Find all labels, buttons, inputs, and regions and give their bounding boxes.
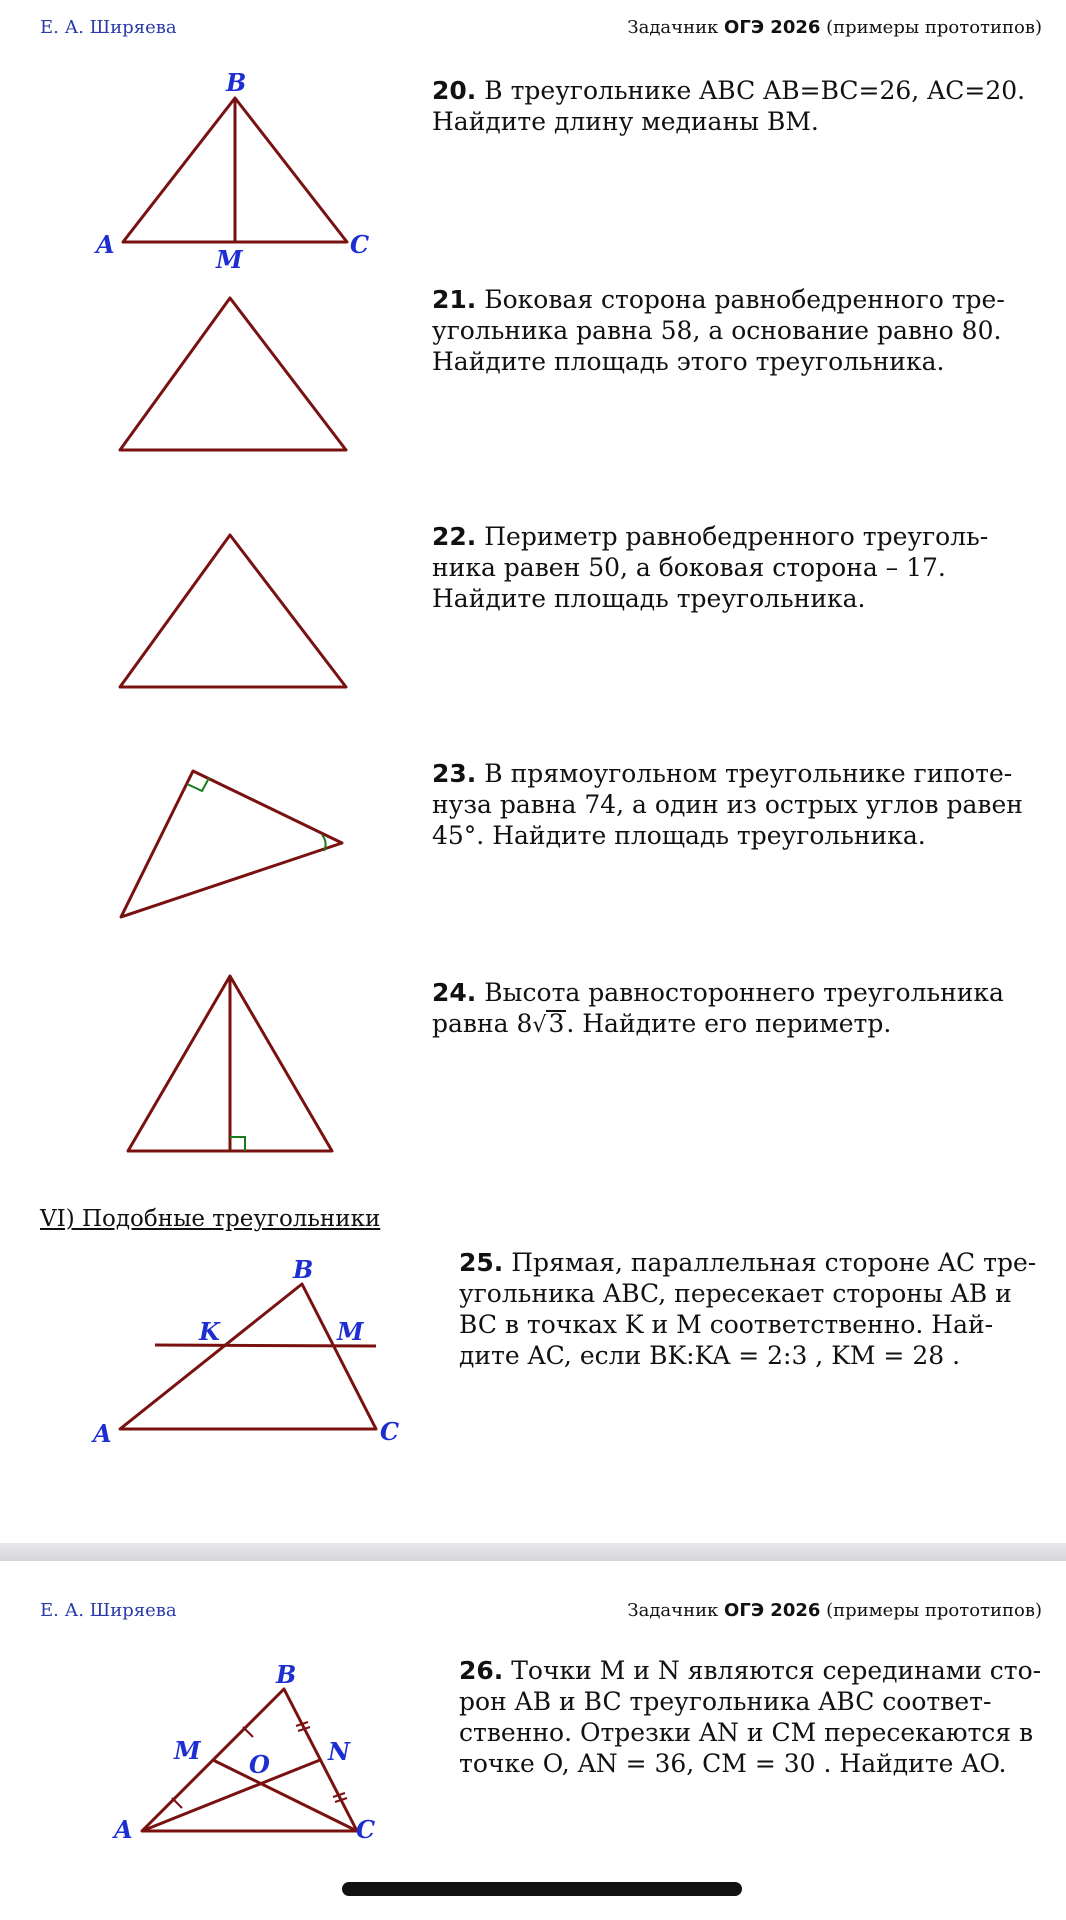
- label-B-fig25: B: [293, 1255, 314, 1284]
- figure-21-triangle: [120, 298, 346, 450]
- problem-26: 26. Точки M и N являются серединами сто- рон AB и BC треугольника ABC соответ- ственно. Отрезки AN и CM пересекаются в точке O, AN = 36, CM = 30 . Найдите AO.: [459, 1656, 1042, 1778]
- figure-22-triangle: [120, 535, 346, 687]
- page-separator: [0, 1543, 1066, 1561]
- problem-24: 24. Высота равностороннего треугольника равна 8√3. Найдите его периметр.: [432, 978, 1004, 1038]
- home-indicator[interactable]: [342, 1882, 742, 1896]
- label-O-fig26: O: [249, 1750, 270, 1779]
- problem-20: 20. В треугольнике ABC AB=BC=26, AC=20. Найдите длину медианы BM.: [432, 76, 1026, 136]
- figure-20-triangle: [123, 98, 347, 242]
- book-title-2: Задачник ОГЭ 2026 (примеры прототипов): [627, 1600, 1042, 1621]
- label-C-fig20: C: [350, 230, 370, 259]
- label-A-fig25: A: [93, 1419, 112, 1448]
- label-M-fig25: M: [337, 1317, 364, 1346]
- problem-21: 21. Боковая сторона равнобедренного тре- угольника равна 58, а основание равно 80. Найдите площадь этого треугольника.: [432, 285, 1005, 376]
- label-M-fig20: M: [216, 245, 243, 274]
- author-name-2: Е. А. Ширяева: [40, 1600, 177, 1621]
- label-M-fig26: M: [174, 1736, 201, 1765]
- section-heading: VI) Подобные треугольники: [40, 1206, 381, 1232]
- figure-24-triangle: [128, 976, 332, 1151]
- figure-23-triangle: [121, 771, 342, 917]
- label-A-fig26: A: [114, 1815, 133, 1844]
- label-N-fig26: N: [328, 1737, 350, 1766]
- label-C-fig26: C: [356, 1815, 376, 1844]
- label-B-fig20: B: [226, 68, 247, 97]
- book-title: Задачник ОГЭ 2026 (примеры прототипов): [627, 17, 1042, 38]
- problem-23: 23. В прямоугольном треугольнике гипоте- нуза равна 74, а один из острых углов равен 45°. Найдите площадь треугольника.: [432, 759, 1023, 850]
- label-A-fig20: A: [96, 230, 115, 259]
- author-name: Е. А. Ширяева: [40, 17, 177, 38]
- problem-25: 25. Прямая, параллельная стороне AC тре- угольника ABC, пересекает стороны AB и BC в точках K и M соответственно. Най- дите AC, если BK:KA = 2:3 , KM = 28 .: [459, 1248, 1037, 1370]
- right-angle-mark-24: [230, 1137, 245, 1151]
- right-angle-mark-23: [187, 778, 209, 791]
- label-B-fig26: B: [276, 1660, 297, 1689]
- figure-25-triangle: [120, 1284, 376, 1429]
- label-K-fig25: K: [199, 1317, 220, 1346]
- problem-22: 22. Периметр равнобедренного треуголь- ника равен 50, а боковая сторона – 17. Найдите площадь треугольника.: [432, 522, 989, 613]
- label-C-fig25: C: [380, 1417, 400, 1446]
